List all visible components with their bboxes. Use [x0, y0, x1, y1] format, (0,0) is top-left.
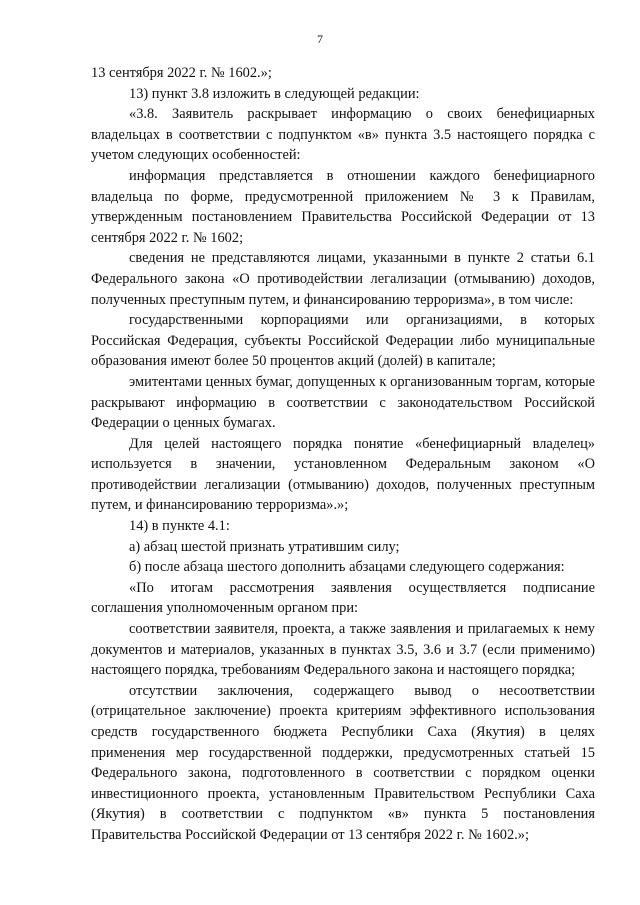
paragraph: отсутствии заключения, содержащего вывод о несоответствии (отрицательное заключение) проекта критериям эффективного использования средств государственного бюджета Республики Саха (Якутия) в целях применения мер государственной поддержки, предусмотренных статьей 15 Федерального закона, подготовленного в соответствии с порядком оценки инвестиционного проекта, установленным Правительством Республики Саха (Якутия) в соответствии с подпунктом «в» пункта 5 постановления Правительства Российской Федерации от 13 сентября 2022 г. № 1602.»;	[91, 682, 595, 843]
paragraph: Для целей настоящего порядка понятие «бенефициарный владелец» используется в значении, установленном Федеральным законом «О противодействии легализации (отмыванию) доходов, полученных преступным путем, и финансированию терроризма».»;	[91, 435, 595, 514]
document-body	[91, 63, 595, 846]
paragraph: 13) пункт 3.8 изложить в следующей редакции:	[129, 85, 420, 102]
paragraph: «По итогам рассмотрения заявления осуществляется подписание соглашения уполномоченным органом при:	[91, 579, 595, 617]
paragraph: эмитентами ценных бумаг, допущенных к организованным торгам, которые раскрывают информацию в соответствии с законодательством Российской Федерации о ценных бумагах.	[91, 373, 595, 432]
paragraph: б) после абзаца шестого дополнить абзацами следующего содержания:	[129, 559, 565, 576]
paragraph: 13 сентября 2022 г. № 1602.»;	[91, 65, 272, 81]
paragraph: сведения не представляются лицами, указанными в пункте 2 статьи 6.1 Федерального закона «О противодействии легализации (отмыванию) доходов, полученных преступным путем, и финансированию терроризма», в том числе:	[91, 250, 595, 308]
paragraph: соответствии заявителя, проекта, а также заявления и прилагаемых к нему документов и материалов, указанных в пунктах 3.5, 3.6 и 3.7 (если применимо) настоящего порядка, требованиям Федерального закона и настоящего порядка;	[91, 621, 595, 679]
paragraph: 14) в пункте 4.1:	[129, 518, 230, 535]
paragraph: «3.8. Заявитель раскрывает информацию о своих бенефициарных владельцах в соответствии с подпунктом «в» пункта 3.5 настоящего порядка с учетом следующих особенностей:	[91, 106, 595, 164]
paragraph: а) абзац шестой признать утратившим силу;	[129, 538, 400, 555]
paragraph: государственными корпорациями или организациями, в которых Российская Федерация, субъекты Российской Федерации либо муниципальные образования имеют более 50 процентов акций (долей) в капитале;	[91, 312, 595, 370]
page-number: 7	[317, 32, 323, 46]
paragraph: информация представляется в отношении каждого бенефициарного владельца по форме, предусмотренной приложением № 3 к Правилам, утвержденным постановлением Правительства Российской Федерации от 13 сентября 2022 г. № 1602;	[91, 167, 595, 246]
